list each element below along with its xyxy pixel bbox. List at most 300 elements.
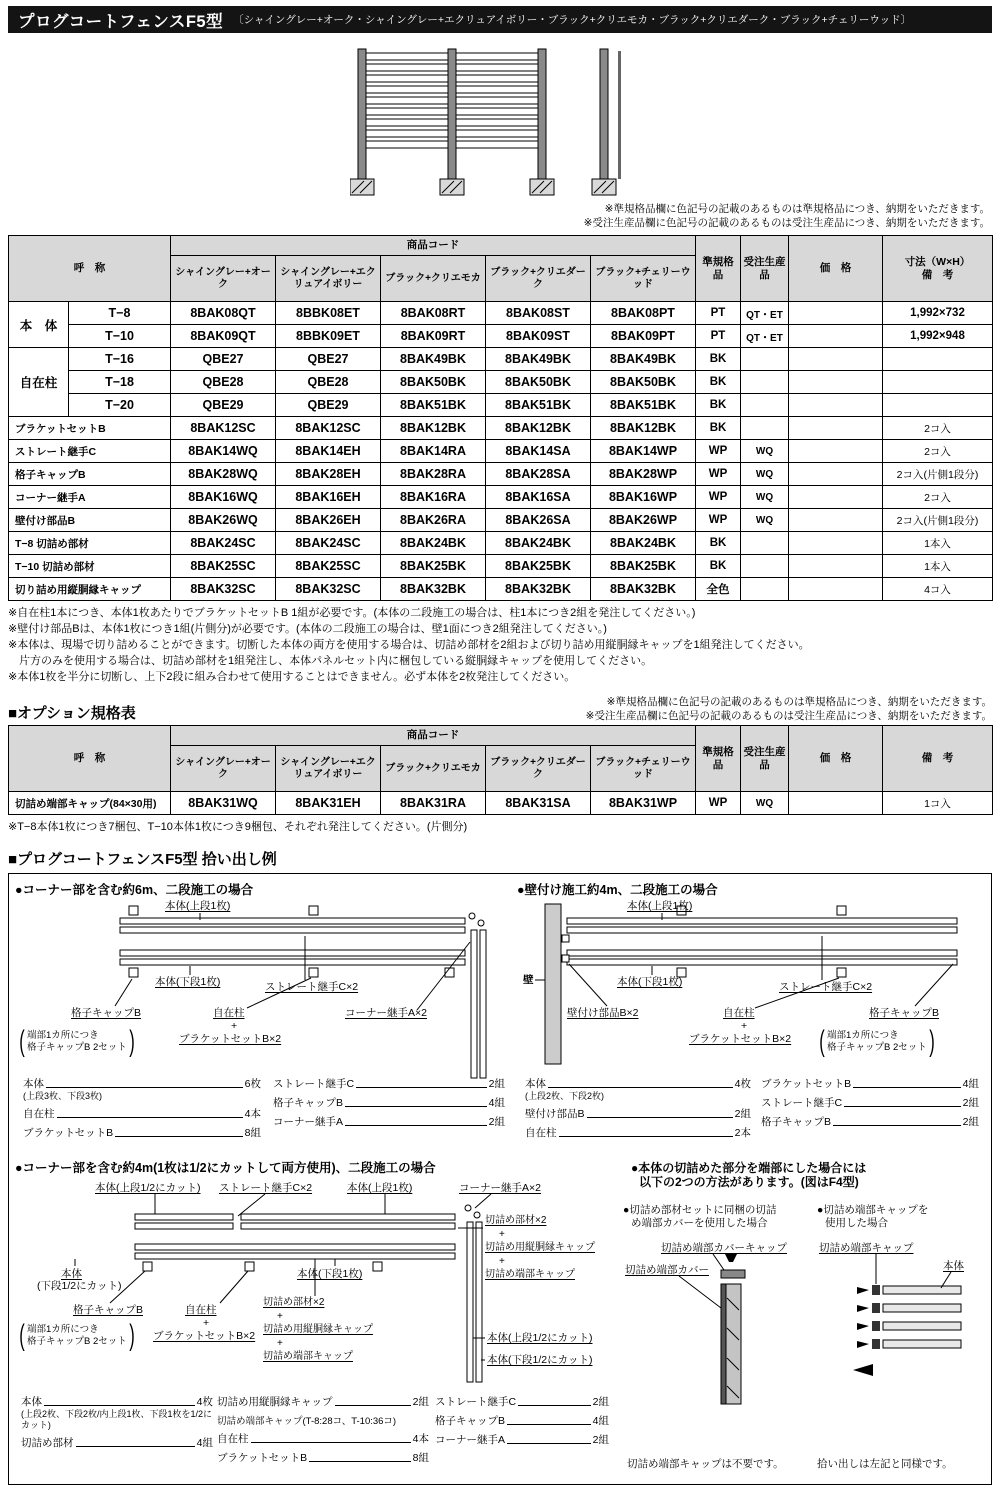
code-cell: 8BAK09PT — [591, 325, 696, 348]
remark-cell: 2コ入(片側1段分) — [883, 463, 993, 486]
order-cell — [741, 417, 789, 440]
code-cell: 8BAK14RA — [381, 440, 486, 463]
price-cell — [789, 371, 883, 394]
price-cell — [789, 440, 883, 463]
tally-label: 自在柱 — [217, 1433, 249, 1446]
tally-leader-line — [57, 1117, 243, 1118]
tally-label: 格子キャップB — [273, 1097, 344, 1110]
remark-cell: 1本入 — [883, 555, 993, 578]
tally-item — [435, 1432, 609, 1447]
code-cell: 8BBK08ET — [276, 302, 381, 325]
tally-leader-line — [518, 1405, 591, 1406]
plus-sign: + — [277, 1310, 283, 1322]
tally-item — [435, 1413, 609, 1428]
tally-column — [21, 1390, 213, 1450]
label-body-lower-half-paren: (下段1/2にカット) — [37, 1280, 122, 1293]
semi-cell: BK — [696, 371, 741, 394]
code-cell: 8BAK31WP — [591, 792, 696, 815]
remark-cell: 2コ入(片側1段分) — [883, 509, 993, 532]
remark-cell: 2コ入 — [883, 417, 993, 440]
example-title: ●コーナー部を含む約4m(1枚は1/2にカットして両方使用)、二段施工の場合 — [15, 1161, 436, 1176]
label-body: 本体 — [943, 1260, 964, 1273]
code-cell: 8BAK32BK — [381, 578, 486, 601]
table-row — [9, 578, 993, 601]
code-cell: 8BAK28SA — [486, 463, 591, 486]
tally-leader-line — [345, 1106, 487, 1107]
plus-sign: + — [231, 1020, 238, 1033]
note-semi-standard: ※準規格品欄に色記号の記載のあるものは準規格品につき、納期をいただきます。 — [604, 203, 990, 215]
note-made-to-order: ※受注生産品欄に色記号の記載のあるものは受注生産品につき、納期をいただきます。 — [583, 216, 990, 229]
order-cell: WQ — [741, 509, 789, 532]
tally-item — [761, 1114, 979, 1129]
tally-label: 本体 — [21, 1396, 42, 1409]
tally-sub: (上段3枚、下段3枚) — [23, 1091, 103, 1102]
price-cell — [789, 302, 883, 325]
code-cell: 8BAK32SC — [171, 578, 276, 601]
code-cell: 8BAK16SA — [486, 486, 591, 509]
order-cell: QT・ET — [741, 302, 789, 325]
method2-title-line2: 使用した場合 — [825, 1217, 888, 1230]
pickup-heading: ■プログコートフェンスF5型 拾い出し例 — [8, 851, 277, 869]
name-cell: 切り詰め用縦胴縁キャップ — [9, 578, 171, 601]
code-cell: 8BAK26WP — [591, 509, 696, 532]
order-cell: QT・ET — [741, 325, 789, 348]
col-color-3: ブラック+クリエモカ — [381, 256, 486, 302]
code-cell: 8BAK50BK — [381, 371, 486, 394]
code-cell: 8BAK12BK — [591, 417, 696, 440]
tally-item — [525, 1106, 751, 1121]
tally-label: 切詰め端部キャップ(T-8:28コ、T-10:36コ) — [217, 1416, 397, 1428]
price-cell — [789, 532, 883, 555]
tally-leader-line — [587, 1117, 733, 1118]
tally-label: ブラケットセットB — [217, 1452, 308, 1465]
code-cell: 8BAK14WP — [591, 440, 696, 463]
notes-options — [586, 696, 992, 723]
semi-cell: WP — [696, 463, 741, 486]
method2-note: 拾い出しは左記と同様です。 — [817, 1458, 953, 1471]
code-cell: 8BAK16EH — [276, 486, 381, 509]
note-semi-standard: ※準規格品欄に色記号の記載のあるものは準規格品につき、納期をいただきます。 — [606, 695, 992, 708]
cap-note-line2: 格子キャップB 2セット — [27, 1041, 127, 1053]
order-cell — [741, 532, 789, 555]
order-cell — [741, 578, 789, 601]
tally-value: 6枚 — [244, 1078, 261, 1091]
semi-cell: BK — [696, 417, 741, 440]
label-bracket-set: ブラケットセットB×2 — [179, 1033, 282, 1046]
label-free-post: 自在柱 — [723, 1007, 755, 1020]
price-cell — [789, 578, 883, 601]
table-row — [9, 463, 993, 486]
code-cell: 8BAK28EH — [276, 463, 381, 486]
name-cell: 切詰め端部キャップ(84×30用) — [9, 792, 171, 815]
tally-leader-line — [844, 1106, 961, 1107]
footnote: ※本体1枚を半分に切断し、上下2段に組み合わせて使用することはできません。必ず本体を2枚発注してください。 — [8, 671, 576, 684]
label-body-upper: 本体(上段1枚) — [627, 900, 693, 913]
code-cell: 8BAK16RA — [381, 486, 486, 509]
remark-cell: 1本入 — [883, 532, 993, 555]
col-price: 価 格 — [789, 726, 883, 792]
tally-leader-line — [356, 1087, 487, 1088]
footnote: ※壁付け部品Bは、本体1枚につき1組(片側分)が必要です。(本体の二段施工の場合は、壁1面につき2組発注してください。) — [8, 623, 607, 636]
col-name: 呼 称 — [9, 726, 171, 792]
label-body-lower: 本体(下段1枚) — [155, 976, 221, 989]
example-corner-6m — [15, 880, 511, 1152]
remark-cell: 1コ入 — [883, 792, 993, 815]
method1-title-line2: め端部カバーを使用した場合 — [631, 1217, 768, 1230]
tally-item — [435, 1394, 609, 1409]
label-body-upper-half: 本体(上段1/2にカット) — [95, 1182, 201, 1195]
paren-close: ) — [929, 1025, 935, 1059]
code-cell: 8BAK25BK — [381, 555, 486, 578]
tally-value: 8組 — [412, 1452, 429, 1465]
code-cell: 8BAK08ST — [486, 302, 591, 325]
semi-cell: WP — [696, 486, 741, 509]
order-cell: WQ — [741, 486, 789, 509]
tally-leader-line — [833, 1125, 961, 1126]
tally-item — [23, 1125, 261, 1140]
code-cell: 8BAK24SC — [171, 532, 276, 555]
name-cell: T−10 切詰め部材 — [9, 555, 171, 578]
code-cell: 8BAK26SA — [486, 509, 591, 532]
plus-sign: + — [499, 1228, 505, 1240]
label-body-lower: 本体(下段1枚) — [617, 976, 683, 989]
example-wall-4m — [517, 880, 987, 1152]
price-cell — [789, 463, 883, 486]
tally-label: 本体 — [23, 1078, 44, 1091]
tally-item — [273, 1095, 505, 1110]
table-row — [9, 555, 993, 578]
table-row — [9, 417, 993, 440]
tally-label: 自在柱 — [23, 1108, 55, 1121]
col-semi-standard: 準規格品 — [696, 726, 741, 792]
tally-column — [435, 1390, 609, 1447]
paren-open: ( — [19, 1025, 25, 1059]
options-spec-table — [8, 725, 993, 815]
tally-value: 2組 — [488, 1078, 505, 1091]
code-cell: 8BAK25BK — [591, 555, 696, 578]
col-dimensions-line2: 備 考 — [921, 268, 954, 281]
paren-open: ( — [19, 1319, 25, 1353]
table-header-row — [9, 726, 993, 746]
code-cell: 8BAK31SA — [486, 792, 591, 815]
paren-close: ) — [129, 1319, 135, 1353]
method-title-line2: 以下の2つの方法があります。(図はF4型) — [639, 1175, 859, 1190]
cut-part: 切詰め部材×2 — [263, 1297, 325, 1309]
tally-label: 格子キャップB — [435, 1415, 506, 1428]
table-row — [9, 325, 993, 348]
code-cell: 8BAK08QT — [171, 302, 276, 325]
size-cell: T−10 — [69, 325, 171, 348]
semi-cell: WP — [696, 792, 741, 815]
size-cell: T−8 — [69, 302, 171, 325]
semi-cell: BK — [696, 348, 741, 371]
col-dimensions-line1: 寸法（W×H） — [904, 256, 971, 269]
cap-note — [17, 1319, 137, 1353]
label-lattice-cap: 格子キャップB — [71, 1007, 142, 1020]
label-bracket-set: ブラケットセットB×2 — [153, 1330, 256, 1343]
method2-title-line1: ●切詰め端部キャップを — [817, 1204, 929, 1217]
name-cell: コーナー継手A — [9, 486, 171, 509]
method1-note: 切詰め端部キャップは不要です。 — [627, 1458, 784, 1471]
tally-value: 4枚 — [734, 1078, 751, 1091]
cap-note-line1: 端部1カ所につき — [27, 1323, 99, 1335]
table-row — [9, 302, 993, 325]
label-body: 本体 — [61, 1268, 82, 1281]
example-corner-4m-cut — [15, 1158, 615, 1482]
code-cell: 8BAK25BK — [486, 555, 591, 578]
semi-cell: BK — [696, 555, 741, 578]
code-cell: 8BAK50BK — [591, 371, 696, 394]
fence-drawing — [350, 37, 650, 197]
tally-label: 壁付け部品B — [525, 1108, 585, 1121]
code-cell: 8BAK14EH — [276, 440, 381, 463]
tally-value: 4枚 — [196, 1396, 213, 1409]
semi-cell: BK — [696, 394, 741, 417]
col-color-1: シャイングレー+オーク — [171, 746, 276, 792]
label-corner-joint: コーナー継手A×2 — [345, 1007, 427, 1020]
tally-value: 2組 — [412, 1396, 429, 1409]
tally-value: 2本 — [734, 1127, 751, 1140]
code-cell: 8BAK16WQ — [171, 486, 276, 509]
tally-item — [273, 1114, 505, 1129]
remark-cell — [883, 348, 993, 371]
table-row — [9, 486, 993, 509]
label-lattice-cap: 格子キャップB — [869, 1007, 940, 1020]
tally-leader-line — [853, 1087, 960, 1088]
tally-label: ストレート継手C — [761, 1097, 843, 1110]
col-semi-standard: 準規格品 — [696, 236, 741, 302]
remark-cell — [883, 394, 993, 417]
tally-leader-line — [76, 1446, 195, 1447]
col-made-to-order: 受注生産品 — [741, 726, 789, 792]
fence-illustration — [8, 33, 992, 201]
tally-leader-line — [548, 1087, 733, 1088]
table-row — [9, 371, 993, 394]
tally-value: 2組 — [488, 1116, 505, 1129]
order-cell — [741, 348, 789, 371]
options-footnote: ※T−8本体1枚につき7梱包、T−10本体1枚につき9梱包、それぞれ発注してください。(片側分) — [8, 821, 468, 834]
example-title: ●壁付け施工約4m、二段施工の場合 — [517, 883, 718, 898]
tally-label: 本体 — [525, 1078, 546, 1091]
tally-leader-line — [309, 1461, 410, 1462]
tally-value: 4組 — [592, 1415, 609, 1428]
name-cell: 壁付け部品B — [9, 509, 171, 532]
table-header-row — [9, 236, 993, 256]
tally-label: 自在柱 — [525, 1127, 557, 1140]
method-title-line1: ●本体の切詰めた部分を端部にした場合には — [631, 1161, 867, 1176]
order-cell: WQ — [741, 792, 789, 815]
remark-cell: 2コ入 — [883, 440, 993, 463]
semi-cell: PT — [696, 302, 741, 325]
code-cell: 8BAK51BK — [486, 394, 591, 417]
cap-note-line2: 格子キャップB 2セット — [27, 1335, 127, 1347]
code-cell: 8BAK28WQ — [171, 463, 276, 486]
tally-label: ブラケットセットB — [761, 1078, 852, 1091]
col-price: 価 格 — [789, 236, 883, 302]
tally-item — [217, 1450, 429, 1465]
price-cell — [789, 486, 883, 509]
code-cell: 8BAK51BK — [381, 394, 486, 417]
code-cell: 8BAK26WQ — [171, 509, 276, 532]
remark-cell — [883, 371, 993, 394]
code-cell: QBE27 — [171, 348, 276, 371]
tally-column — [273, 1072, 505, 1129]
footnote: ※自在柱1本につき、本体1枚あたりでブラケットセットB 1組が必要です。(本体の二段施工の場合は、柱1本につき2組を発注してください。) — [8, 607, 696, 620]
label-endcap-cover: 切詰め端部カバー — [625, 1264, 709, 1277]
label-body-upper: 本体(上段1枚) — [165, 900, 231, 913]
tally-item — [761, 1095, 979, 1110]
tally-value: 2組 — [962, 1116, 979, 1129]
remark-cell: 4コ入 — [883, 578, 993, 601]
code-cell: 8BAK32BK — [486, 578, 591, 601]
tally-leader-line — [251, 1442, 411, 1443]
tally-item — [23, 1106, 261, 1121]
tally-item — [217, 1431, 429, 1446]
code-cell: 8BAK09RT — [381, 325, 486, 348]
tally-value: 4組 — [488, 1097, 505, 1110]
code-cell: 8BAK31EH — [276, 792, 381, 815]
table-row — [9, 440, 993, 463]
label-endcap-cover-cap: 切詰め端部カバーキャップ — [661, 1242, 787, 1255]
label-free-post: 自在柱 — [185, 1304, 217, 1317]
name-cell: ストレート継手C — [9, 440, 171, 463]
code-cell: 8BAK12SC — [171, 417, 276, 440]
code-cell: QBE29 — [171, 394, 276, 417]
group-cell: 自在柱 — [9, 348, 69, 417]
code-cell: 8BAK49BK — [486, 348, 591, 371]
cut-part: 切詰め用縦胴縁キャップ — [263, 1324, 373, 1336]
col-color-3: ブラック+クリエモカ — [381, 746, 486, 792]
plus-sign: + — [203, 1317, 210, 1330]
note-made-to-order: ※受注生産品欄に色記号の記載のあるものは受注生産品につき、納期をいただきます。 — [585, 709, 992, 722]
tally-sub: (上段2枚、下段2枚/内上段1枚、下段1枚を1/2にカット) — [21, 1409, 213, 1431]
col-product-code: 商品コード — [171, 726, 696, 746]
code-cell: 8BAK08PT — [591, 302, 696, 325]
label-straight-joint: ストレート継手C×2 — [779, 981, 873, 994]
tally-item — [21, 1394, 213, 1409]
code-cell: 8BAK49BK — [381, 348, 486, 371]
footnote: ※本体は、現場で切り詰めることができます。切断した本体の両方を使用する場合は、切詰め部材を2組および切り詰め用縦胴縁キャップを1組発注してください。 — [8, 639, 810, 652]
code-cell: 8BAK24BK — [486, 532, 591, 555]
code-cell: 8BAK24SC — [276, 532, 381, 555]
plus-sign: + — [741, 1020, 748, 1033]
page-title: プログコートフェンスF5型 — [18, 12, 224, 31]
plus-sign: + — [277, 1337, 283, 1349]
cap-note — [17, 1025, 137, 1059]
label-wall-part: 壁付け部品B×2 — [567, 1007, 639, 1020]
tally-value: 2組 — [592, 1434, 609, 1447]
semi-cell: 全色 — [696, 578, 741, 601]
tally-value: 4組 — [196, 1436, 213, 1449]
code-cell: 8BAK26EH — [276, 509, 381, 532]
col-color-5: ブラック+チェリーウッド — [591, 746, 696, 792]
paren-open: ( — [819, 1025, 825, 1059]
tally-value: 2組 — [734, 1108, 751, 1121]
order-cell — [741, 394, 789, 417]
size-cell: T−18 — [69, 371, 171, 394]
price-cell — [789, 325, 883, 348]
example-title: ●コーナー部を含む約6m、二段施工の場合 — [15, 883, 254, 898]
tally-leader-line — [44, 1405, 195, 1406]
tally-label: コーナー継手A — [273, 1116, 344, 1129]
tally-value: 2組 — [962, 1097, 979, 1110]
code-cell: 8BAK14SA — [486, 440, 591, 463]
tally-label: 切詰め部材 — [21, 1436, 74, 1449]
code-cell: 8BAK28RA — [381, 463, 486, 486]
col-remark: 備 考 — [883, 726, 993, 792]
col-name: 呼 称 — [9, 236, 171, 302]
code-cell: 8BAK32BK — [591, 578, 696, 601]
code-cell: 8BAK31RA — [381, 792, 486, 815]
title-bar — [8, 6, 992, 33]
tally-column — [23, 1072, 261, 1140]
cap-note — [817, 1025, 937, 1059]
table-row — [9, 394, 993, 417]
pickup-examples-box — [8, 873, 992, 1485]
tally-leader-line — [507, 1443, 591, 1444]
label-corner-joint: コーナー継手A×2 — [459, 1182, 541, 1195]
code-cell: 8BAK49BK — [591, 348, 696, 371]
group-cell: 本 体 — [9, 302, 69, 348]
order-cell — [741, 555, 789, 578]
cut-part: 切詰め端部キャップ — [263, 1351, 353, 1363]
order-cell: WQ — [741, 463, 789, 486]
col-made-to-order: 受注生産品 — [741, 236, 789, 302]
semi-cell: BK — [696, 532, 741, 555]
col-color-4: ブラック+クリエダーク — [486, 746, 591, 792]
paren-close: ) — [129, 1025, 135, 1059]
table-footnotes — [8, 601, 992, 686]
code-cell: 8BAK12BK — [381, 417, 486, 440]
cut-part: 切詰め端部キャップ — [485, 1269, 575, 1281]
label-lattice-cap: 格子キャップB — [73, 1304, 144, 1317]
plus-sign: + — [499, 1255, 505, 1267]
size-cell: T−16 — [69, 348, 171, 371]
code-cell: 8BAK09QT — [171, 325, 276, 348]
tally-leader-line — [46, 1087, 243, 1088]
tally-sub: (上段2枚、下段2枚) — [525, 1091, 605, 1102]
tally-leader-line — [115, 1136, 242, 1137]
tally-item — [525, 1076, 751, 1091]
price-cell — [789, 555, 883, 578]
cut-parts-stack — [263, 1296, 373, 1364]
method1-title-line1: ●切詰め部材セットに同梱の切詰 — [623, 1204, 777, 1217]
tally-leader-line — [345, 1125, 487, 1126]
code-cell: 8BAK24BK — [381, 532, 486, 555]
tally-label: コーナー継手A — [435, 1434, 506, 1447]
col-product-code: 商品コード — [171, 236, 696, 256]
tally-item — [21, 1435, 213, 1450]
label-bracket-set: ブラケットセットB×2 — [689, 1033, 792, 1046]
col-dimensions — [883, 236, 993, 302]
tally-item — [217, 1413, 429, 1427]
tally-value: 2組 — [592, 1396, 609, 1409]
code-cell: 8BAK24BK — [591, 532, 696, 555]
footnote: 片方のみを使用する場合は、切詰め部材を1組発注し、本体パネルセット内に梱包している縦胴縁キャップを使用してください。 — [8, 655, 653, 668]
name-cell: 格子キャップB — [9, 463, 171, 486]
tally-label: 格子キャップB — [761, 1116, 832, 1129]
tally-label: ストレート継手C — [435, 1396, 517, 1409]
remark-cell: 2コ入 — [883, 486, 993, 509]
code-cell: 8BAK08RT — [381, 302, 486, 325]
price-cell — [789, 792, 883, 815]
semi-cell: PT — [696, 325, 741, 348]
col-color-4: ブラック+クリエダーク — [486, 256, 591, 302]
label-endcap: 切詰め端部キャップ — [819, 1242, 914, 1255]
table-row — [9, 792, 993, 815]
example-endcap-methods — [621, 1158, 987, 1482]
main-spec-table — [8, 235, 993, 601]
